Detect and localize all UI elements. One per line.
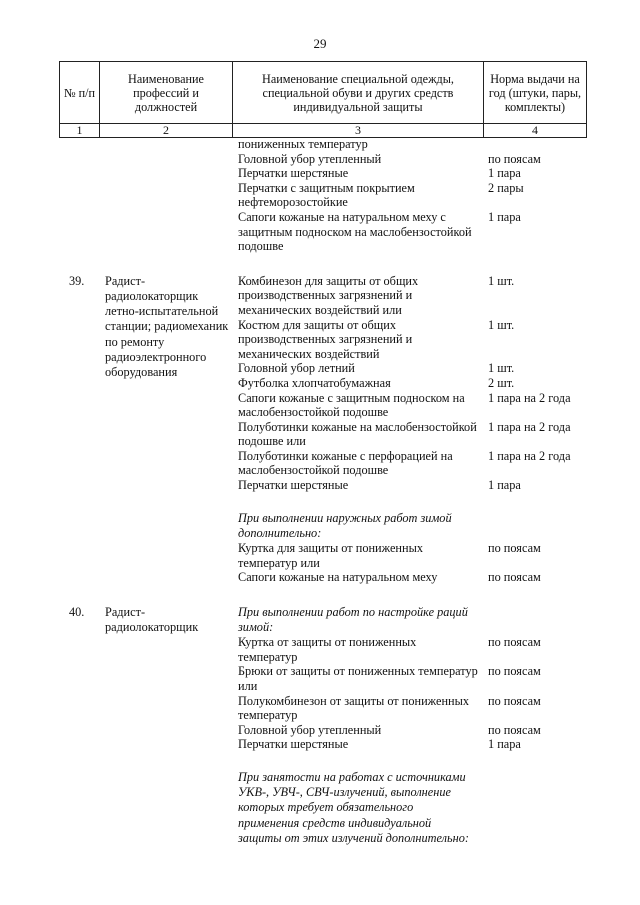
equipment-name: Полуботинки кожаные с перфорацией на маслобензостойкой подошве: [238, 448, 453, 478]
equipment-name: Перчатки шерстяные: [238, 166, 349, 181]
column-index: 4: [484, 124, 587, 138]
equipment-row: [0, 635, 640, 664]
equipment-name: Головной убор летний: [238, 361, 355, 376]
continuation-block: [0, 137, 640, 254]
equipment-norm: 1 шт.: [488, 361, 515, 376]
entry-profession: Радист-радиолокаторщик летно-испытательной станции; радиомеханик по ремонту радиоэлектронного оборудования: [105, 273, 229, 379]
equipment-norm: по поясам: [488, 570, 541, 585]
equipment-name: Комбинезон для защиты от общих производственных загрязнений и механических воздействий или: [238, 273, 419, 317]
entry-number: 39.: [69, 273, 85, 288]
entry-40: [0, 605, 640, 846]
equipment-norm: по поясам: [488, 693, 541, 708]
equipment-norm: по поясам: [488, 635, 541, 650]
header-profession: Наименование профессий и должностей: [100, 62, 233, 124]
equipment-norm: 1 шт.: [488, 317, 515, 332]
equipment-norm: по поясам: [488, 722, 541, 737]
equipment-norm: 2 пары: [488, 180, 524, 195]
equipment-name: Головной убор утепленный: [238, 722, 382, 737]
entry-profession: Радист-радиолокаторщик: [105, 604, 199, 635]
equipment-norm: 1 пара: [488, 166, 521, 181]
equipment-norm: 1 пара на 2 года: [488, 390, 571, 405]
equipment-norm: 1 шт.: [488, 273, 515, 288]
condition-note: При занятости на работах с источниками УКВ-, УВЧ-, СВЧ-излучений, выполнение которых требует обязательного применения средств индивидуальной защиты от этих излучений дополнительно:: [238, 770, 469, 845]
equipment-name: Костюм для защиты от общих производственных загрязнений и механических воздействий: [238, 317, 413, 361]
equipment-norm: 1 пара на 2 года: [488, 448, 571, 463]
equipment-name: Сапоги кожаные на натуральном меху: [238, 570, 438, 585]
equipment-name: Футболка хлопчатобумажная: [238, 375, 391, 390]
equipment-name: Перчатки с защитным покрытием нефтеморозостойкие: [238, 180, 415, 210]
equipment-name: Сапоги кожаные с защитным подноском на маслобензостойкой подошве: [238, 390, 465, 420]
equipment-name: Полукомбинезон от защиты от пониженных температур: [238, 693, 470, 723]
equipment-norm: по поясам: [488, 151, 541, 166]
equipment-norm: 1 пара: [488, 209, 521, 224]
equipment-name: Брюки от защиты от пониженных температур или: [238, 664, 478, 694]
equipment-norm: по поясам: [488, 541, 541, 556]
equipment-norm: 1 пара: [488, 478, 521, 493]
condition-note: При выполнении работ по настройке раций зимой:: [238, 604, 468, 635]
equipment-name: Куртка от защиты от пониженных температур: [238, 635, 417, 664]
equipment-norm: по поясам: [488, 664, 541, 679]
equipment-row: [0, 376, 640, 391]
equipment-row: [0, 391, 640, 420]
page-number: 29: [313, 36, 327, 51]
header-equipment: Наименование специальной одежды, специальной обуви и других средств индивидуальной защиты: [233, 62, 484, 124]
condition-note: При выполнении наружных работ зимой дополнительно:: [238, 510, 452, 540]
equipment-row: [0, 210, 640, 254]
header-norm: Норма выдачи на год (штуки, пары, комплекты): [484, 62, 587, 124]
equipment-row: [0, 420, 640, 449]
equipment-name: Куртка для защиты от пониженных температур или: [238, 541, 423, 570]
equipment-row: [0, 181, 640, 210]
equipment-name: Сапоги кожаные на натуральном меху с защитным подноском на маслобензостойкой подошве: [238, 209, 472, 254]
column-index: 2: [100, 124, 233, 138]
equipment-norm: 2 шт.: [488, 375, 515, 390]
equipment-row: [0, 152, 640, 167]
entry-39: [0, 274, 640, 585]
equipment-name: Полуботинки кожаные на маслобензостойкой подошве или: [238, 419, 477, 449]
equipment-row: [0, 274, 640, 318]
column-index: 3: [233, 124, 484, 138]
equipment-row: [0, 723, 640, 738]
equipment-row: [0, 166, 640, 181]
header-number: № п/п: [60, 62, 100, 124]
equipment-row: [0, 318, 640, 362]
column-index: 1: [60, 124, 100, 138]
equipment-row: [0, 570, 640, 585]
equipment-row: [0, 449, 640, 478]
equipment-name: Перчатки шерстяные: [238, 737, 349, 752]
equipment-row: [0, 694, 640, 723]
equipment-name: Головной убор утепленный: [238, 151, 382, 166]
entry-number: 40.: [69, 604, 85, 619]
equipment-row: [0, 137, 640, 152]
table-body: [0, 137, 640, 846]
table-header: [59, 61, 587, 138]
equipment-row: [0, 361, 640, 376]
equipment-row: [0, 737, 640, 752]
equipment-name: пониженных температур: [238, 137, 368, 151]
equipment-row: [0, 478, 640, 493]
equipment-row: [0, 541, 640, 570]
equipment-row: [0, 664, 640, 693]
equipment-norm: 1 пара: [488, 737, 521, 752]
equipment-name: Перчатки шерстяные: [238, 478, 349, 493]
equipment-norm: 1 пара на 2 года: [488, 419, 571, 434]
